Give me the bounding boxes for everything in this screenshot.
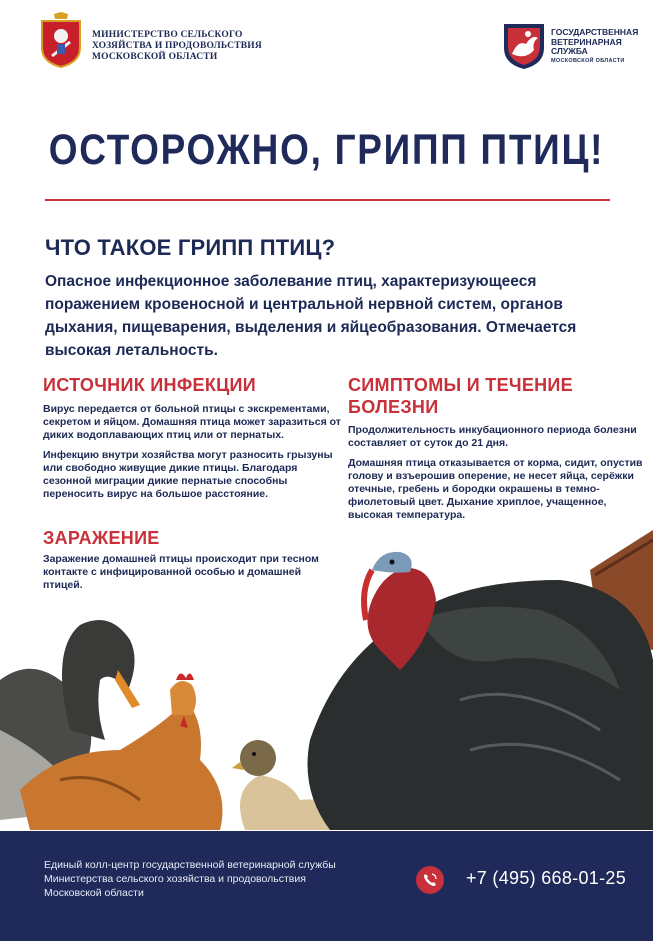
what-is-text: Опасное инфекционное заболевание птиц, характеризующееся поражением кровеносной и центральной нервной систем, органов дыхания, пищеварения, выделения и яйцеобразования. Отмечается высокая летальность. [45, 273, 577, 359]
ministry-line-3: МОСКОВСКОЙ ОБЛАСТИ [92, 52, 218, 62]
vet-service-name [551, 28, 638, 66]
symptoms-paragraph-1: Продолжительность инкубационного периода болезни составляет от суток до 21 дня. [348, 424, 637, 449]
symptoms-text [348, 424, 648, 529]
call-center-line-1: Единый колл-центр государственной ветеринарной службы [44, 859, 336, 871]
poster-title: ОСТОРОЖНО, ГРИПП ПТИЦ! [48, 126, 605, 174]
coat-of-arms-icon [40, 12, 82, 68]
source-text [43, 403, 343, 508]
vet-region: МОСКОВСКОЙ ОБЛАСТИ [551, 57, 625, 64]
call-center-line-3: Московской области [44, 887, 144, 899]
call-center-line-2: Министерства сельского хозяйства и продовольствия [44, 873, 306, 885]
phone-icon [416, 866, 444, 894]
title-divider [45, 199, 610, 201]
birds-illustration [0, 530, 653, 840]
vet-service-logo-icon [502, 20, 546, 70]
symptoms-heading: СИМПТОМЫ И ТЕЧЕНИЕ БОЛЕЗНИ [348, 375, 573, 417]
call-center-text [44, 858, 336, 900]
ministry-line-1: МИНИСТЕРСТВО СЕЛЬСКОГО [92, 30, 243, 40]
turkey-image [308, 552, 653, 830]
ministry-name [92, 30, 262, 63]
what-is-heading: ЧТО ТАКОЕ ГРИПП ПТИЦ? [45, 235, 336, 260]
symptoms-paragraph-2: Домашняя птица отказывается от корма, сидит, опустив голову и взъерошив оперение, не несет яйца, серёжки отечные, гребень и бородки окрашены в темно-фиолетовый цвет. Дыхание хриплое, учащенное, высокая температура. [348, 457, 643, 521]
source-heading: ИСТОЧНИК ИНФЕКЦИИ [43, 375, 257, 395]
vet-line-1: ГОСУДАРСТВЕННАЯ [551, 27, 639, 37]
infection-heading: ЗАРАЖЕНИЕ [43, 528, 160, 548]
infection-paragraph: Заражение домашней птицы происходит при тесном контакте с инфицированной особью и домашней птицей. [43, 553, 319, 591]
source-paragraph-1: Вирус передается от больной птицы с экскрементами, секретом и яйцом. Домашняя птица может заразиться от диких водоплавающих птиц или от пернатых. [43, 403, 341, 441]
ministry-line-2: ХОЗЯЙСТВА И ПРОДОВОЛЬСТВИЯ [92, 41, 262, 51]
vet-line-3: СЛУЖБА [551, 46, 588, 56]
source-paragraph-2: Инфекцию внутри хозяйства могут разносить грызуны или свободно живущие дикие птицы. Благодаря сезонной миграции дикие пернатые способны переносить вирус на большое расстояние. [43, 449, 333, 500]
vet-line-2: ВЕТЕРИНАРНАЯ [551, 36, 622, 47]
phone-number[interactable]: +7 (495) 668-01-25 [466, 868, 627, 888]
